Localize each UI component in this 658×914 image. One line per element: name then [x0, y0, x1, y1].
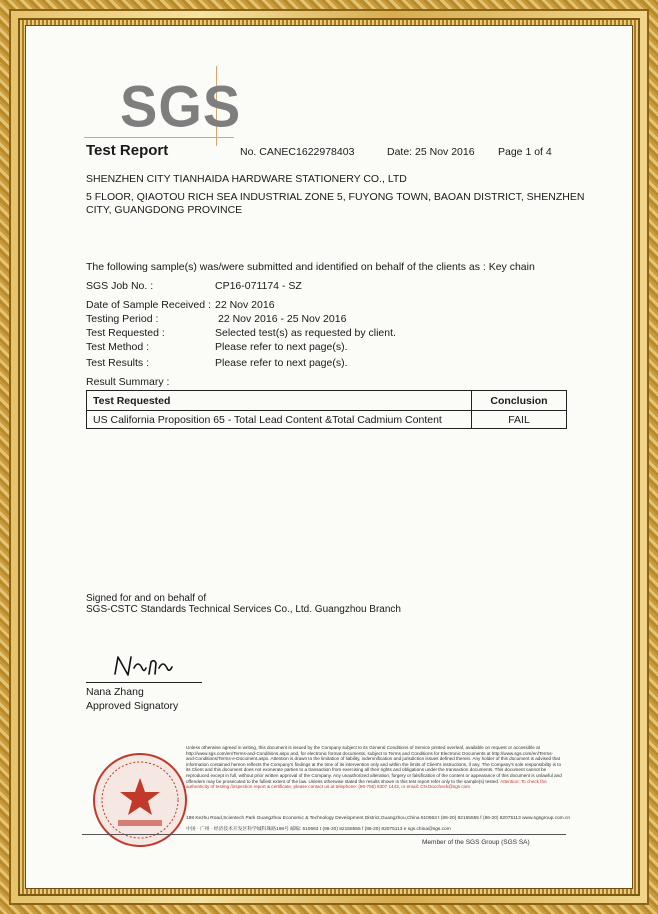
signature-graphic — [112, 652, 192, 682]
field-label: Test Requested : — [86, 327, 165, 339]
report-date: Date: 25 Nov 2016 — [387, 146, 475, 158]
table-cell-conclusion: FAIL — [472, 411, 567, 429]
signatory-role: Approved Signatory — [86, 700, 179, 712]
sample-intro: The following sample(s) was/were submitted and identified on behalf of the clients as : Key chain — [86, 261, 535, 273]
signatory-name: Nana Zhang — [86, 686, 144, 698]
field-label: Testing Period : — [86, 313, 159, 325]
field-label: Date of Sample Received : — [86, 299, 211, 311]
page-number: Page 1 of 4 — [498, 146, 552, 158]
report-number: No. CANEC1622978403 — [240, 146, 355, 158]
sgs-logo-text: SGS — [120, 73, 242, 140]
official-seal — [90, 750, 190, 855]
page-title: Test Report — [86, 142, 169, 159]
field-value: 22 Nov 2016 - 25 Nov 2016 — [218, 313, 347, 325]
terms-fine-print — [186, 745, 562, 790]
table-header-conclusion: Conclusion — [472, 391, 567, 411]
terms-body: Unless otherwise agreed in writing, this document is issued by the Company subject to its General Conditions of Service printed overleaf, available on request or accessible at http://www.sgs.com/en/Terms-and-Conditions.aspx and, for electronic format documents, subject to Terms and Conditions for Electronic Documents at http://www.sgs.com/en/Terms-and-Conditions/Terms-e-Document.aspx. Attention is drawn to the limitation of liability, indemnification and jurisdiction issues defined therein. Any holder of this document is advised that information contained hereon reflects the Company's findings at the time of its intervention only and within the limits of Client's instructions, if any. The Company's sole responsibility is to its Client and this document does not exonerate parties to a transaction from exercising all their rights and obligations under the transaction documents. This document cannot be reproduced except in full, without prior written approval of the Company. Any unauthorized alteration, forgery or falsification of the content or appearance of this document is unlawful and offenders may be prosecuted to the fullest extent of the law. Unless otherwise stated the results shown in this test report refer only to the sample(s) tested. — [186, 745, 562, 784]
field-label: SGS Job No. : — [86, 280, 154, 292]
field-value: Please refer to next page(s). — [215, 357, 348, 369]
client-address-line2: CITY, GUANGDONG PROVINCE — [86, 204, 243, 216]
footer-rule — [82, 834, 566, 835]
table-header-row — [87, 391, 567, 411]
table-header-test: Test Requested — [87, 391, 472, 411]
signed-on-behalf: Signed for and on behalf of — [86, 593, 207, 604]
signature-line — [86, 682, 202, 683]
report-page — [26, 26, 632, 888]
table-row — [87, 411, 567, 429]
sgs-logo — [84, 66, 244, 146]
client-address-line1: 5 FLOOR, QIAOTOU RICH SEA INDUSTRIAL ZONE 5, FUYONG TOWN, BAOAN DISTRICT, SHENZHEN — [86, 191, 585, 203]
signing-company: SGS-CSTC Standards Technical Services Co., Ltd. Guangzhou Branch — [86, 604, 401, 615]
field-value: CP16-071174 - SZ — [215, 280, 302, 292]
result-summary-table — [86, 390, 567, 429]
field-value: 22 Nov 2016 — [215, 299, 275, 311]
authenticity-notice: Attention: To check the authenticity of testing /inspection report & certificate, please contact us at telephone: (86-755) 8307 1443, or email: CN.Doccheck@sgs.com — [186, 778, 547, 790]
address-chinese: 中国 · 广州 · 经济技术开发区科学城科珠路198号 邮编: 510663 t (86-20) 82155555 f (86-20) 82075113 e sgs.china@sgs.com — [186, 827, 451, 832]
field-label: Test Results : — [86, 357, 150, 369]
client-name: SHENZHEN CITY TIANHAIDA HARDWARE STATIONERY CO., LTD — [86, 173, 407, 185]
sgs-group-member: Member of the SGS Group (SGS SA) — [422, 839, 530, 846]
field-value: Please refer to next page(s). — [215, 341, 348, 353]
address-english: 198 Kezhu Road,Scientech Park Guangzhou Economic & Technology Development District,Guangzhou,China 510663 t (86-20) 82155555 f (86-20) 82075113 www.sgsgroup.com.cn — [186, 816, 571, 821]
result-summary-label: Result Summary : — [86, 376, 170, 388]
field-value: Selected test(s) as requested by client. — [215, 327, 396, 339]
seal-graphic — [90, 750, 190, 850]
table-cell-test: US California Proposition 65 - Total Lead Content &Total Cadmium Content — [87, 411, 472, 429]
field-label: Test Method : — [86, 341, 150, 353]
